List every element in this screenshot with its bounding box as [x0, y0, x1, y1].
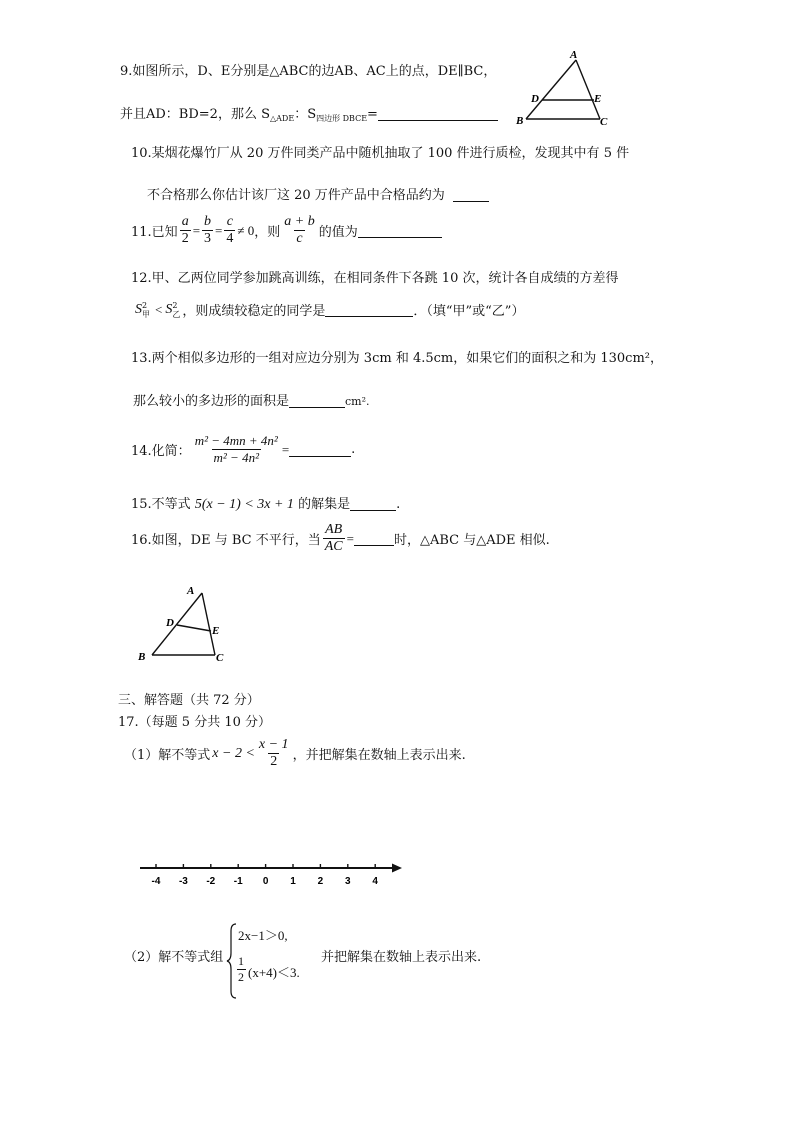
q17-p1-frac-num: x − 1 [258, 737, 289, 752]
q15-expr: 5(x − 1) < 3x + 1 [194, 497, 294, 512]
q16-label-b: B [138, 651, 146, 663]
q13-line2 [133, 390, 370, 409]
q10-line2 [147, 184, 489, 203]
q11-then: ，则 [254, 225, 281, 240]
q13-line1: 13.两个相似多边形的一组对应边分别为 3cm 和 4.5cm，如果它们的面积之和为 130cm²， [131, 351, 663, 366]
q12-s-yi-marks [172, 301, 180, 319]
q14-prefix: 14.化简： [131, 444, 191, 459]
q11-frac-a [180, 214, 191, 247]
q11-neq: ≠ 0 [237, 222, 255, 238]
q9-answer-blank[interactable] [378, 106, 498, 121]
q11-frac-c [224, 214, 235, 247]
q9-triangle-figure [510, 46, 615, 128]
q16-frac-num: AB [325, 522, 343, 537]
q16-suffix: 时，△ABC 与△ADE 相似. [393, 533, 550, 548]
q9-sub-quad: 四边形 DBCE [316, 114, 368, 123]
number-line-tick-label: -4 [151, 876, 161, 887]
q9-eq: = [367, 107, 378, 122]
q11-line [131, 214, 442, 247]
q12-suffix: ．（填“甲”或“乙”） [413, 304, 525, 319]
q11-frac-a-num: a [181, 214, 189, 229]
q17-p1-frac-den: 2 [270, 754, 278, 769]
q16-prefix: 16.如图，DE 与 BC 不平行，当 [131, 533, 321, 548]
q9-colon-s: ：S [294, 107, 317, 122]
q17-p1-prefix: （1）解不等式 [124, 748, 211, 763]
q9-label-b: B [516, 115, 524, 127]
q17-part1 [124, 737, 466, 770]
q16-frac [323, 522, 345, 555]
q12-line1: 12.甲、乙两位同学参加跳高训练，在相同条件下各跳 10 次，统计各自成绩的方差得 [131, 271, 619, 286]
q12-lt: < [155, 301, 163, 317]
q9-prefix: 并且AD：BD=2，那么 S [120, 107, 270, 122]
q16-label-d: D [166, 617, 174, 629]
q16-triangle-figure [132, 582, 232, 666]
section-3-heading: 三、解答题（共 72 分） [118, 693, 260, 708]
q11-frac-c-num: c [226, 214, 233, 229]
q9-line2 [120, 103, 498, 124]
q17-inequality-system [226, 921, 316, 1001]
q17-p1-frac [257, 737, 291, 770]
q15-answer-blank[interactable] [350, 496, 396, 511]
q11-frac-result [282, 214, 316, 247]
number-line-tick-label: -3 [178, 876, 188, 887]
q17-sys-frac-num: 1 [238, 954, 244, 968]
q9-label-d: D [531, 93, 539, 105]
q9-label-c: C [600, 116, 608, 128]
number-line-tick-label: 4 [372, 876, 378, 887]
q12-mid: ，则成绩较稳定的同学是 [182, 304, 326, 319]
number-line-arrow-icon [392, 864, 402, 873]
number-line-tick-label: -1 [233, 876, 243, 887]
q12-yi: 乙 [172, 309, 181, 319]
q16-answer-blank[interactable] [354, 531, 394, 546]
q17-p2-suffix: 并把解集在数轴上表示出来. [321, 950, 482, 965]
q15-mid: 的解集是 [298, 497, 351, 512]
q12-s-jia: S [135, 301, 142, 317]
q14-frac-den: m² − 4n² [213, 450, 259, 465]
q12-line2 [135, 300, 524, 319]
q12-s-jia-marks [142, 301, 150, 319]
q17-p1-lhs: x − 2 < [212, 745, 255, 761]
q16-segment-de [177, 625, 211, 631]
q9-side-ac [576, 60, 600, 119]
q13-answer-blank[interactable] [289, 393, 345, 408]
number-line-tick-label: 2 [317, 876, 324, 887]
q12-sq-jia: 2 [142, 300, 148, 310]
q14-frac-num: m² − 4mn + 4n² [194, 433, 278, 448]
q9-line1: 9.如图所示，D、E分别是△ABC的边AB、AC上的点，DE∥BC， [120, 64, 497, 79]
q17-sys-line2-rest: (x+4)＜3. [248, 965, 300, 980]
q11-answer-blank[interactable] [358, 223, 442, 238]
q11-frac-b [202, 214, 213, 247]
q14-suffix: . [351, 442, 356, 457]
q17-p1-suffix: ，并把解集在数轴上表示出来. [292, 748, 466, 763]
q11-frac-result-num: a + b [284, 214, 315, 229]
q10-line1: 10.某烟花爆竹厂从 20 万件同类产品中随机抽取了 100 件进行质检，发现其中有 5 件 [131, 146, 630, 161]
q16-eq: = [346, 530, 354, 546]
q9-label-e: E [594, 93, 602, 105]
q16-label-e: E [212, 625, 220, 637]
q11-frac-c-den: 4 [226, 231, 234, 246]
q14-frac [193, 433, 280, 466]
q11-eq1: = [192, 222, 201, 238]
q16-side-ac [202, 593, 215, 655]
q14-line [131, 433, 355, 466]
q12-sq-yi: 2 [172, 300, 178, 310]
number-line-tick-label: 0 [262, 876, 269, 887]
q16-label-a: A [187, 585, 195, 597]
left-brace-icon [226, 921, 238, 1001]
q14-answer-blank[interactable] [289, 442, 351, 457]
q17-title: 17.（每题 5 分共 10 分） [118, 715, 272, 730]
q17-sys-frac-den: 2 [238, 970, 244, 984]
q11-eq2: = [215, 222, 223, 238]
q17-p2-prefix: （2）解不等式组 [124, 950, 224, 965]
q16-side-ab [152, 593, 202, 655]
q9-label-a: A [570, 49, 578, 61]
q13-unit: cm². [345, 395, 370, 408]
q10-line2-text: 不合格那么你估计该厂这 20 万件产品中合格品约为 [147, 188, 445, 203]
q17-sys-line1: 2x−1＞0, [238, 928, 288, 943]
q15-line [131, 493, 400, 513]
q9-side-ab [526, 60, 576, 119]
number-line-tick-label: -2 [206, 876, 216, 887]
q12-s-yi: S [165, 301, 173, 317]
q11-prefix: 11.已知 [131, 225, 178, 240]
q17-number-line [136, 862, 406, 896]
q12-answer-blank[interactable] [325, 302, 413, 317]
q15-prefix: 15.不等式 [131, 497, 191, 512]
q15-suffix: . [396, 497, 401, 512]
q11-frac-a-den: 2 [181, 231, 189, 246]
q12-jia: 甲 [142, 309, 150, 319]
q11-frac-result-den: c [296, 231, 303, 246]
number-line-tick-label: 1 [290, 876, 296, 887]
q10-answer-blank[interactable] [453, 187, 489, 202]
q9-sub-ade: △ADE [270, 114, 295, 123]
q16-line [131, 522, 550, 555]
q11-suffix: 的值为 [318, 225, 358, 240]
q16-label-c: C [216, 652, 224, 664]
q11-frac-b-num: b [204, 214, 212, 229]
q11-frac-b-den: 3 [204, 231, 212, 246]
q13-line2-text: 那么较小的多边形的面积是 [133, 394, 290, 409]
q14-eq: = [281, 441, 290, 457]
q16-frac-den: AC [324, 539, 343, 554]
number-line-tick-label: 3 [345, 876, 351, 887]
